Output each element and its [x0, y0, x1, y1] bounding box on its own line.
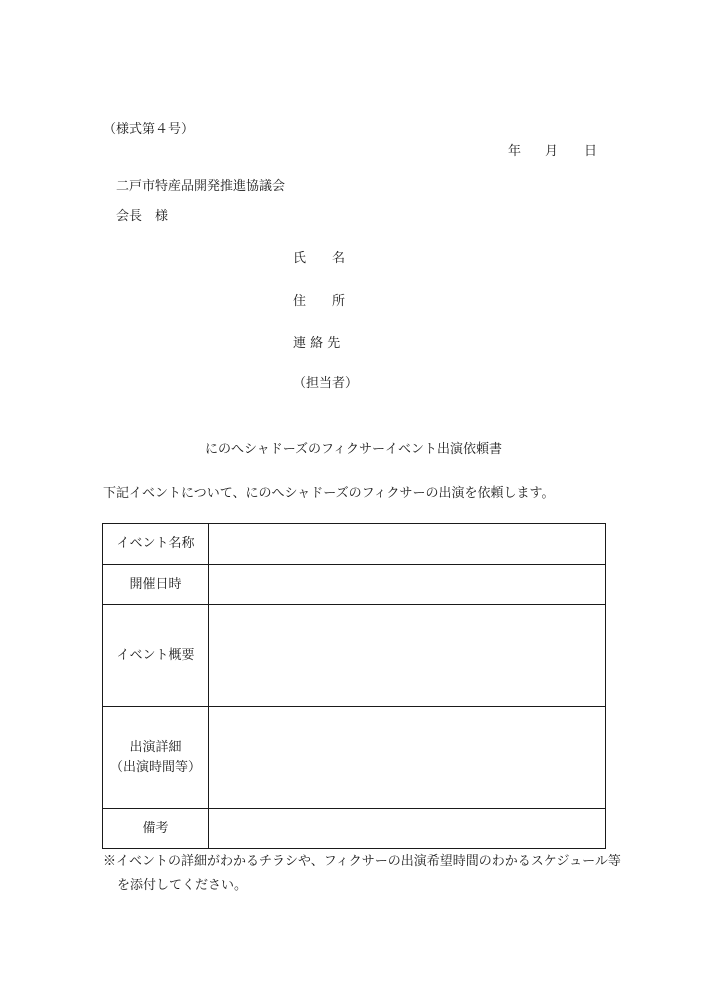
table-row	[103, 809, 606, 849]
date-month-label: 月	[545, 144, 559, 159]
document-intro: 下記イベントについて、にのへシャドーズのフィクサーの出演を依頼します。	[103, 486, 555, 501]
document-title: にのへシャドーズのフィクサーイベント出演依頼書	[204, 442, 503, 457]
event-datetime-label: 開催日時	[103, 565, 209, 605]
table-row	[103, 524, 606, 565]
applicant-person-label: （担当者）	[293, 376, 359, 391]
table-row	[103, 605, 606, 707]
table-row	[103, 565, 606, 605]
appearance-details-label-cell	[103, 707, 209, 809]
event-datetime-field[interactable]	[209, 565, 606, 605]
remarks-label: 備考	[103, 809, 209, 849]
date-year-label: 年	[508, 144, 522, 159]
appearance-details-label: 出演詳細	[129, 739, 182, 755]
addressee-organization: 二戸市特産品開発推進協議会	[116, 179, 286, 194]
appearance-details-sublabel: （出演時間等）	[109, 759, 201, 775]
attachment-note-line1: ※イベントの詳細がわかるチラシや、フィクサーの出演希望時間のわかるスケジュール等	[103, 854, 621, 869]
appearance-details-field[interactable]	[209, 707, 606, 809]
applicant-address-label: 住 所	[293, 294, 346, 309]
event-name-label: イベント名称	[103, 524, 209, 565]
event-details-table	[102, 523, 606, 849]
applicant-name-label: 氏 名	[293, 251, 346, 266]
applicant-contact-label: 連 絡 先	[293, 336, 341, 351]
event-summary-label: イベント概要	[103, 605, 209, 707]
remarks-field[interactable]	[209, 809, 606, 849]
addressee-title: 会長 様	[116, 209, 169, 224]
form-number: （様式第４号）	[103, 122, 195, 137]
table-row	[103, 707, 606, 809]
date-day-label: 日	[584, 144, 598, 159]
event-name-field[interactable]	[209, 524, 606, 565]
attachment-note-line2: を添付してください。	[117, 878, 248, 893]
event-summary-field[interactable]	[209, 605, 606, 707]
